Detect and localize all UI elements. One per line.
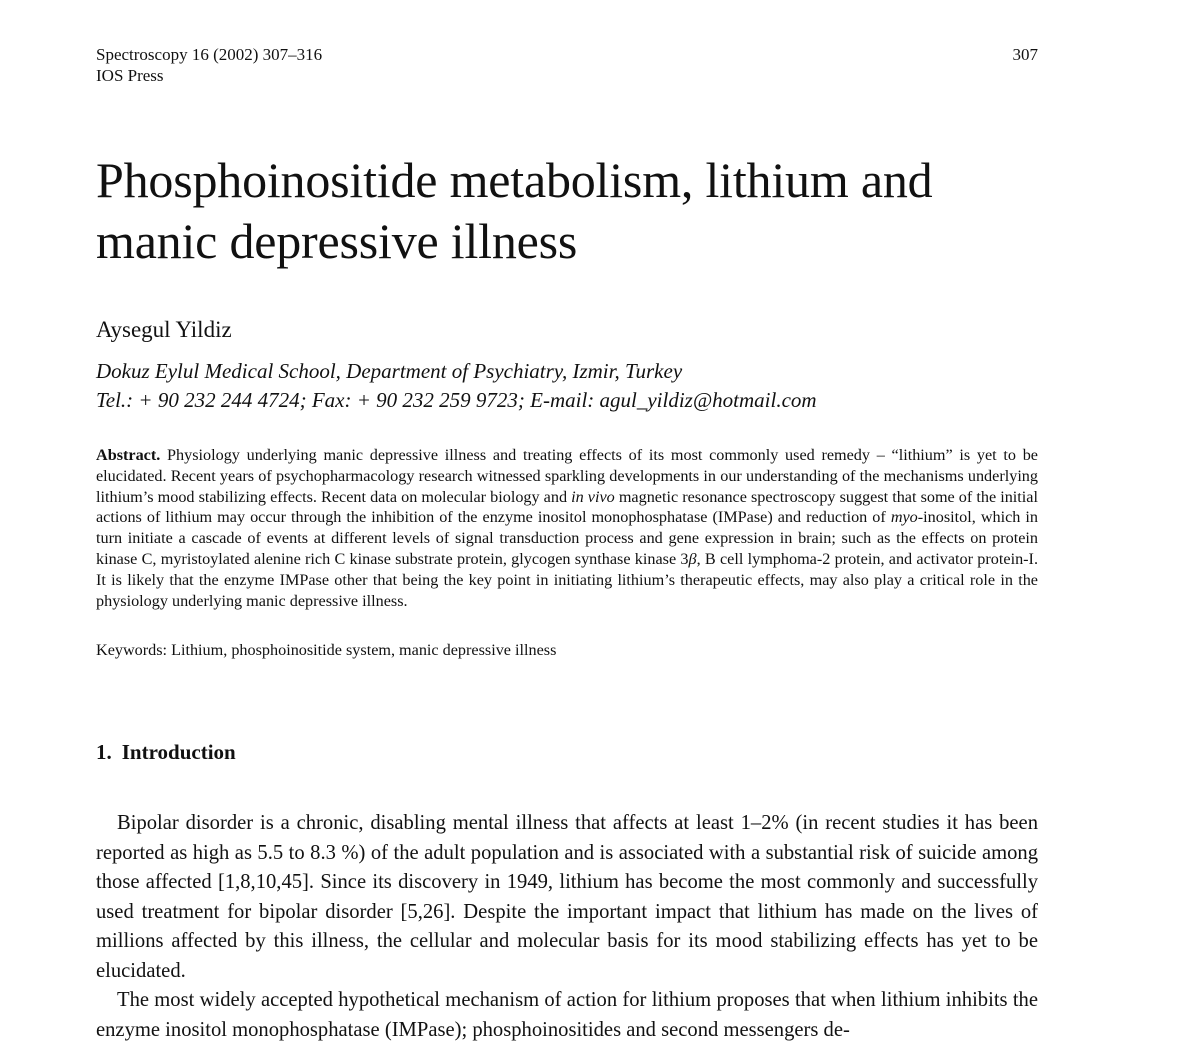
publisher: IOS Press <box>96 66 164 85</box>
title-line-2: manic depressive illness <box>96 213 578 269</box>
abstract-text-1: Physiology underlying manic depressive illness and treating effects of its most commonly used remedy – “lithium” is yet to be elucidated. Recent years of psychopharmacology research witnessed sparkling developments in our understanding of the mechanisms underlying lithium’s mood stabilizing effects. Recent data on molecular biology and <box>96 446 1038 506</box>
abstract-text-4: , B cell lymphoma-2 protein, and activator protein-I. It is likely that the enzyme IMPase other that being the key point in initiating lithium’s therapeutic effects, may also play a critical role in the physiology underlying manic depressive illness. <box>96 549 1038 610</box>
paper-page <box>96 0 1038 1049</box>
body-paragraph-1: Bipolar disorder is a chronic, disabling mental illness that affects at least 1–2% (in recent studies it has been reported as high as 5.5 to 8.3 %) of the adult population and is associated with a substantial risk of suicide among those affected [1,8,10,45]. Since its discovery in 1949, lithium has become the most commonly and successfully used treatment for bipolar disorder [5,26]. Despite the important impact that lithium has made on the lives of millions affected by this illness, the cellular and molecular basis for its mood stabilizing effects has yet to be elucidated. <box>96 812 1038 982</box>
abstract-italic-myo: myo <box>890 508 918 527</box>
journal-citation: Spectroscopy 16 (2002) 307–316 <box>96 45 323 64</box>
title-line-1: Phosphoinositide metabolism, lithium and <box>96 152 933 208</box>
author-name: Aysegul Yildiz <box>96 317 232 342</box>
abstract-label: Abstract. <box>96 446 161 464</box>
abstract-text-3: -inositol, which in turn initiate a cascade of events at different levels of signal transduction process and gene expression in brain; such as the effects on protein kinase C, myristoylated alenine rich C kinase substrate protein, glycogen synthase kinase 3 <box>96 508 1038 568</box>
author-affiliation: Dokuz Eylul Medical School, Department of Psychiatry, Izmir, Turkey <box>96 359 683 383</box>
abstract-text-2: magnetic resonance spectroscopy suggest that some of the initial actions of lithium may occur through the inhibition of the enzyme inositol monophosphatase (IMPase) and reduction of <box>96 487 1038 527</box>
author-contact: Tel.: + 90 232 244 4724; Fax: + 90 232 259 9723; E-mail: agul_yildiz@hotmail.com <box>96 388 817 412</box>
section-number: 1. <box>96 740 112 764</box>
abstract-italic-in-vivo: in vivo <box>571 487 615 506</box>
keywords: Keywords: Lithium, phosphoinositide system, manic depressive illness <box>96 641 557 659</box>
journal-info <box>96 44 322 86</box>
abstract <box>96 445 1038 611</box>
author-affiliation-block <box>96 357 817 415</box>
body-text <box>96 809 1038 1045</box>
section-heading-introduction <box>96 739 236 765</box>
running-header <box>96 44 1038 88</box>
abstract-italic-beta: β <box>688 549 697 568</box>
paper-title <box>96 150 1038 272</box>
body-paragraph-2: The most widely accepted hypothetical mechanism of action for lithium proposes that when lithium inhibits the enzyme inositol monophosphatase (IMPase); phosphoinositides and second messengers de- <box>96 989 1038 1041</box>
page-number: 307 <box>1012 45 1038 64</box>
section-title: Introduction <box>121 740 236 764</box>
